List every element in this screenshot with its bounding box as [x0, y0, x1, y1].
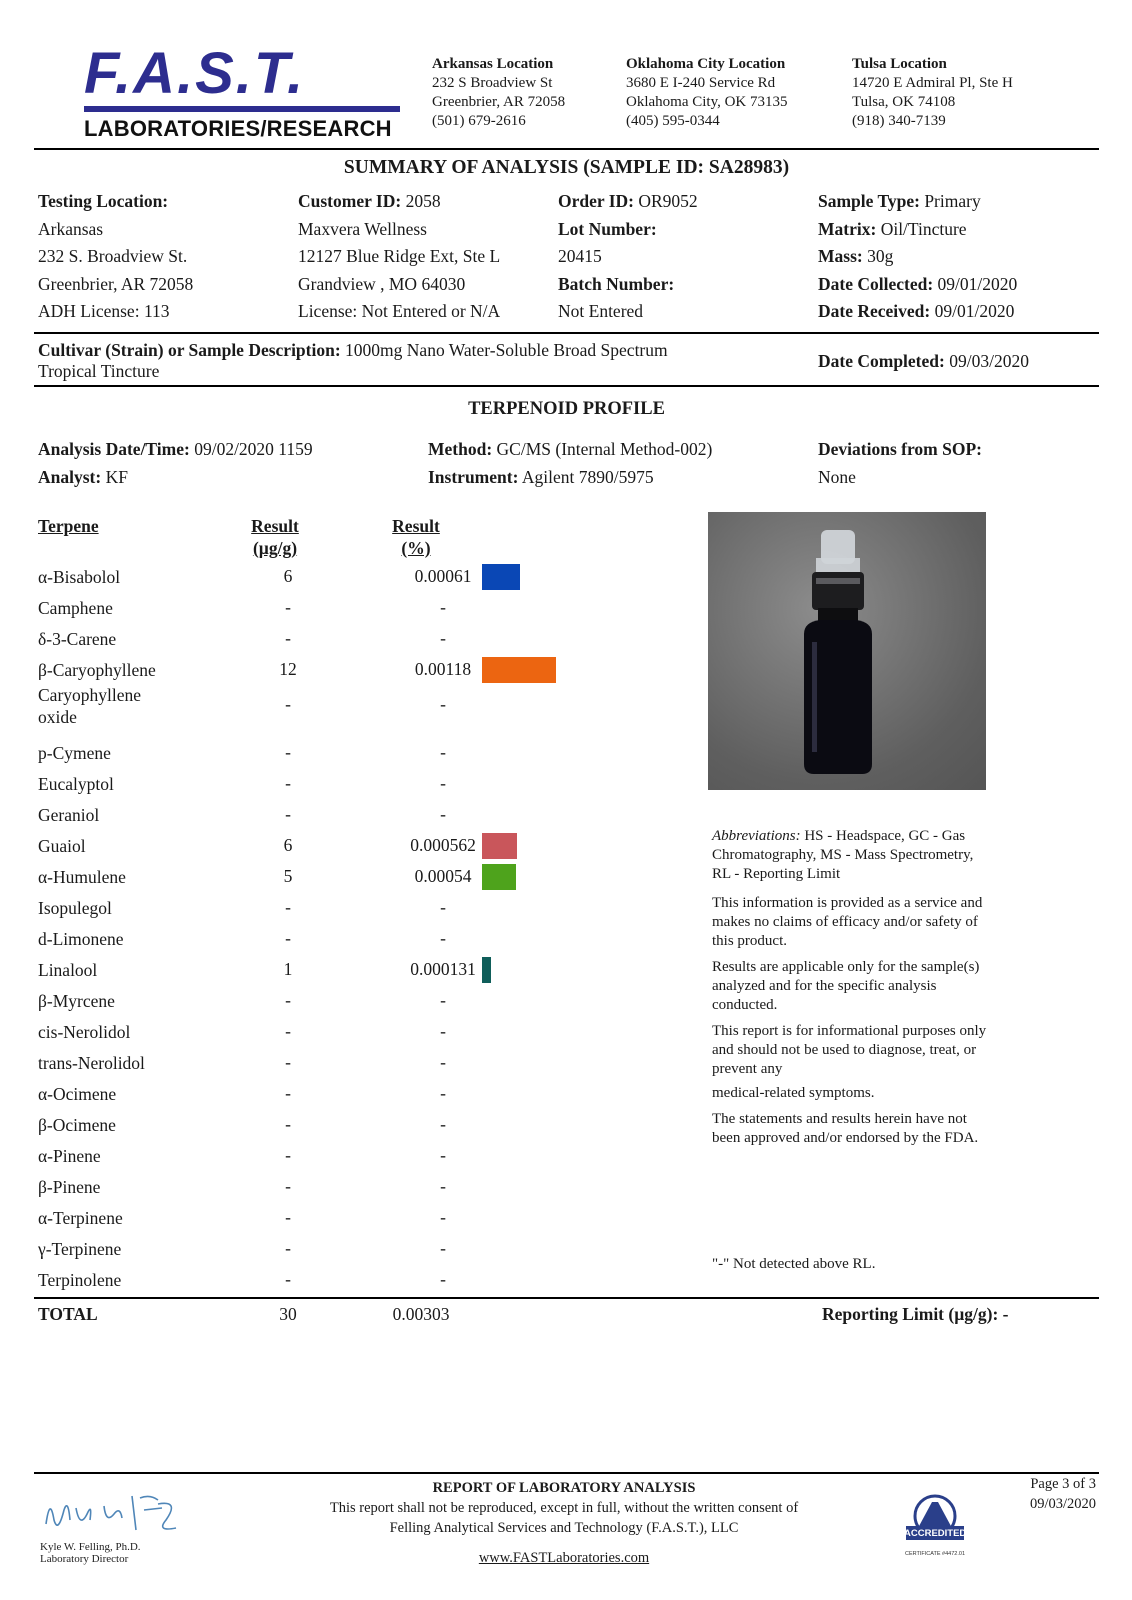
terpene-row [38, 1083, 598, 1113]
terpene-result-pct: 0.000131 [410, 959, 476, 979]
terpene-result-ug: 6 [283, 835, 293, 855]
col-result-pct-line1: Result [392, 516, 440, 536]
badge-certificate: CERTIFICATE #4472.01 [904, 1551, 966, 1557]
terpene-result-ug: - [285, 1052, 291, 1072]
customer-license: License: Not Entered or N/A [298, 301, 501, 321]
location-city: Greenbrier, AR 72058 [432, 94, 566, 110]
terpene-row [38, 1269, 598, 1299]
footer-title: REPORT OF LABORATORY ANALYSIS [432, 1480, 696, 1496]
location-title: Oklahoma City Location [626, 56, 786, 72]
matrix-label: Matrix: [818, 218, 877, 239]
method: GC/MS (Internal Method-002) [496, 439, 713, 459]
location-arkansas [432, 55, 565, 131]
terpene-name: p-Cymene [38, 743, 111, 763]
batch-number-label: Batch Number: [558, 273, 675, 294]
terpene-bar [482, 564, 520, 590]
disclaimer-applicability: Results are applicable only for the sample(s) analyzed and for the specific analysis conducted. [712, 959, 980, 1013]
date-completed-label: Date Completed: [818, 351, 945, 371]
location-address: 3680 E I-240 Service Rd [626, 75, 776, 91]
divider [34, 1297, 1099, 1299]
terpene-bar [482, 957, 491, 983]
reporting-limit: Reporting Limit (µg/g): - [822, 1304, 1009, 1324]
terpene-name: α-Terpinene [38, 1208, 123, 1228]
terpene-row [38, 897, 598, 927]
terpene-result-pct: - [440, 1083, 446, 1103]
deviations-label: Deviations from SOP: [818, 439, 982, 459]
location-phone: (405) 595-0344 [626, 113, 720, 129]
terpene-result-ug: - [285, 628, 291, 648]
location-city: Oklahoma City, OK 73135 [626, 94, 788, 110]
bottle-image [708, 512, 986, 790]
col-result-pct-header [378, 515, 454, 559]
terpene-result-pct: - [440, 928, 446, 948]
mass: 30g [867, 246, 894, 266]
cultivar-line1: 1000mg Nano Water-Soluble Broad Spectrum [345, 340, 668, 360]
col-result-ug-line1: Result [251, 516, 299, 536]
terpene-result-pct: - [440, 897, 446, 917]
terpene-row [38, 628, 598, 658]
disclaimer-efficacy: This information is provided as a service and makes no claims of efficacy and/or safety of this product. [712, 895, 983, 949]
terpene-row [38, 1207, 598, 1237]
terpene-name: α-Ocimene [38, 1084, 117, 1104]
method-label: Method: [428, 439, 493, 459]
method-block [428, 436, 712, 491]
customer-city: Grandview , MO 64030 [298, 273, 466, 294]
abbreviations-label: Abbreviations: [712, 828, 801, 844]
terpene-name: α-Humulene [38, 867, 126, 887]
disclaimer-symptoms: medical-related symptoms. [712, 1085, 875, 1101]
terpene-row [38, 1238, 598, 1268]
terpene-result-ug: - [285, 773, 291, 793]
footer-line1: This report shall not be reproduced, except in full, without the written consent of [329, 1500, 799, 1516]
terpene-result-ug: - [285, 804, 291, 824]
terpene-result-ug: 6 [283, 566, 293, 586]
terpene-result-pct: - [440, 804, 446, 824]
customer-block [298, 188, 500, 326]
terpene-row [38, 866, 598, 896]
cultivar-description [38, 340, 798, 382]
terpene-result-pct: 0.00061 [414, 566, 472, 586]
terpene-row [38, 1052, 598, 1082]
analyst: KF [105, 466, 128, 487]
terpene-name: α-Bisabolol [38, 567, 121, 587]
total-pct: 0.00303 [392, 1304, 450, 1324]
order-id-label: Order ID: [558, 191, 634, 211]
terpene-result-ug: - [285, 1114, 291, 1134]
analysis-datetime: 09/02/2020 1159 [194, 439, 313, 459]
date-completed-value: 09/03/2020 [949, 351, 1029, 371]
terpene-bar [482, 864, 516, 890]
terpene-row [38, 990, 598, 1020]
signature-image [40, 1490, 200, 1536]
terpene-result-pct: - [440, 1114, 446, 1134]
location-title: Tulsa Location [852, 56, 947, 72]
terpene-result-ug: - [285, 1145, 291, 1165]
terpene-name: β-Pinene [38, 1177, 101, 1197]
terpene-name: Linalool [38, 960, 98, 980]
terpene-row [38, 1176, 598, 1206]
accreditation-badge [898, 1492, 972, 1558]
terpene-result-ug: - [285, 897, 291, 917]
sample-block [818, 188, 1017, 326]
location-tulsa [852, 55, 1013, 131]
terpene-bar [482, 657, 556, 683]
terpene-bar [482, 833, 517, 859]
terpene-result-pct: - [440, 773, 446, 793]
divider [34, 385, 1099, 387]
summary-title: SUMMARY OF ANALYSIS (SAMPLE ID: SA28983) [343, 157, 790, 178]
terpene-result-pct: 0.00118 [414, 659, 472, 679]
analyst-label: Analyst: [38, 466, 102, 487]
terpene-name: d-Limonene [38, 929, 124, 949]
director-signature [40, 1490, 200, 1565]
terpene-name: Camphene [38, 598, 113, 618]
terpene-result-pct: - [440, 1145, 446, 1165]
logo-underline [84, 106, 400, 112]
terpene-result-pct: - [440, 1238, 446, 1258]
lot-number-label: Lot Number: [558, 218, 657, 239]
terpene-name: Eucalyptol [38, 774, 114, 794]
customer-name: Maxvera Wellness [298, 218, 427, 239]
website-link[interactable]: www.FASTLaboratories.com [478, 1550, 650, 1566]
testing-location-street: 232 S. Broadview St. [38, 246, 188, 266]
location-city: Tulsa, OK 74108 [852, 94, 956, 110]
terpene-result-ug: - [285, 1021, 291, 1041]
terpene-name: trans-Nerolidol [38, 1053, 145, 1073]
cultivar-label: Cultivar (Strain) or Sample Description: [38, 340, 341, 360]
analysis-block [38, 436, 313, 491]
location-phone: (501) 679-2616 [432, 113, 526, 129]
terpene-row [38, 1021, 598, 1051]
terpene-row [38, 773, 598, 803]
terpene-row [38, 684, 598, 727]
total-label: TOTAL [38, 1304, 98, 1324]
date-completed [818, 351, 1029, 372]
terpene-result-pct: - [440, 597, 446, 617]
col-result-ug-line2: (µg/g) [252, 538, 298, 558]
terpene-name: β-Myrcene [38, 991, 115, 1011]
terpene-result-ug: - [285, 597, 291, 617]
deviations-block [818, 436, 982, 491]
footer-line2: Felling Analytical Services and Technology (F.A.S.T.), LLC [389, 1520, 739, 1536]
terpene-row [38, 959, 598, 989]
terpene-result-pct: - [440, 694, 446, 714]
matrix: Oil/Tincture [880, 218, 967, 239]
terpene-name: Geraniol [38, 805, 100, 825]
logo-subtitle: LABORATORIES/RESEARCH [84, 116, 392, 141]
page-info [1010, 1474, 1096, 1514]
terpene-row [38, 804, 598, 834]
fast-logo [84, 41, 402, 142]
date-received: 09/01/2020 [934, 301, 1015, 321]
terpene-name: δ-3-Carene [38, 629, 117, 649]
terpene-result-pct: - [440, 1021, 446, 1041]
profile-title: TERPENOID PROFILE [468, 399, 665, 419]
terpene-name: Terpinolene [38, 1270, 122, 1290]
footer-center [300, 1478, 828, 1568]
location-address: 232 S Broadview St [432, 75, 553, 91]
not-detected-note: "-" Not detected above RL. [712, 1256, 876, 1272]
report-date: 09/03/2020 [1029, 1496, 1096, 1512]
customer-id: 2058 [405, 191, 441, 211]
location-oklahoma-city [626, 55, 788, 131]
terpene-result-pct: - [440, 1269, 446, 1289]
divider [34, 148, 1099, 150]
location-phone: (918) 340-7139 [852, 113, 946, 129]
terpene-result-ug: - [285, 1176, 291, 1196]
terpene-result-ug: - [285, 1207, 291, 1227]
terpene-result-ug: - [285, 928, 291, 948]
terpene-result-ug: - [285, 1238, 291, 1258]
signer-title: Laboratory Director [40, 1553, 129, 1565]
terpene-result-ug: - [285, 742, 291, 762]
date-collected-label: Date Collected: [818, 273, 934, 294]
testing-location-license: ADH License: 113 [38, 301, 170, 321]
terpene-name: β-Ocimene [38, 1115, 116, 1135]
order-id: OR9052 [638, 191, 698, 211]
testing-location-city: Greenbrier, AR 72058 [38, 273, 194, 294]
terpene-result-pct: - [440, 990, 446, 1010]
order-block [558, 188, 698, 326]
testing-location-name: Arkansas [38, 218, 104, 239]
terpene-name: Caryophyllene oxide [38, 685, 142, 727]
terpene-name: cis-Nerolidol [38, 1022, 131, 1042]
terpene-result-pct: 0.000562 [410, 835, 476, 855]
col-terpene-header: Terpene [38, 516, 99, 536]
terpene-row [38, 1145, 598, 1175]
logo-title: F.A.S.T. [84, 41, 306, 106]
page-number: Page 3 of 3 [1030, 1476, 1096, 1492]
footer-divider [34, 1472, 1099, 1474]
mass-label: Mass: [818, 246, 863, 266]
testing-location-block [38, 188, 193, 326]
testing-location-label: Testing Location: [38, 191, 169, 211]
analysis-datetime-label: Analysis Date/Time: [38, 439, 190, 459]
sample-photo [708, 512, 986, 790]
disclaimer-informational: This report is for informational purposes only and should not be used to diagnose, treat, or prevent any [712, 1023, 987, 1077]
cultivar-line2: Tropical Tincture [38, 361, 160, 381]
terpene-row [38, 928, 598, 958]
total-ug: 30 [279, 1304, 297, 1324]
date-collected: 09/01/2020 [937, 273, 1018, 294]
col-result-ug-header [236, 515, 314, 559]
customer-street: 12127 Blue Ridge Ext, Ste L [298, 246, 501, 266]
terpene-result-pct: - [440, 1176, 446, 1196]
sample-type-label: Sample Type: [818, 191, 920, 211]
location-address: 14720 E Admiral Pl, Ste H [852, 75, 1013, 91]
sample-type: Primary [924, 191, 981, 211]
customer-id-label: Customer ID: [298, 191, 402, 211]
terpene-row [38, 835, 598, 865]
terpene-result-ug: - [285, 1269, 291, 1289]
disclaimer-fda: The statements and results herein have not been approved and/or endorsed by the FDA. [712, 1111, 979, 1146]
instrument: Agilent 7890/5975 [521, 466, 654, 487]
terpene-row [38, 1114, 598, 1144]
terpene-result-ug: 1 [283, 959, 293, 979]
terpene-result-pct: - [440, 1207, 446, 1227]
terpene-name: Isopulegol [38, 898, 112, 918]
deviations: None [818, 466, 856, 487]
terpene-result-pct: 0.00054 [414, 866, 472, 886]
terpene-name: α-Pinene [38, 1146, 101, 1166]
terpene-name: β-Caryophyllene [38, 660, 156, 680]
terpene-row [38, 597, 598, 627]
terpene-result-pct: - [440, 628, 446, 648]
terpene-result-pct: - [440, 742, 446, 762]
abbreviations-text: HS - Headspace, GC - Gas Chromatography, MS - Mass Spectrometry, RL - Reporting Limit [712, 828, 974, 882]
terpene-name: Guaiol [38, 836, 86, 856]
terpene-row [38, 742, 598, 772]
signer-name: Kyle W. Felling, Ph.D. [40, 1541, 141, 1553]
divider [34, 332, 1099, 334]
terpene-result-pct: - [440, 1052, 446, 1072]
terpene-row [38, 566, 598, 596]
instrument-label: Instrument: [428, 466, 519, 487]
batch-number: Not Entered [558, 301, 644, 321]
terpene-result-ug: - [285, 990, 291, 1010]
terpene-result-ug: 12 [279, 659, 297, 679]
terpene-result-ug: - [285, 1083, 291, 1103]
terpene-result-ug: - [285, 694, 291, 714]
abbreviations-note [712, 827, 992, 884]
location-title: Arkansas Location [432, 56, 554, 72]
lot-number: 20415 [558, 246, 602, 266]
terpene-name: γ-Terpinene [38, 1239, 122, 1259]
date-received-label: Date Received: [818, 301, 931, 321]
col-result-pct-line2: (%) [401, 538, 431, 558]
terpene-result-ug: 5 [283, 866, 293, 886]
badge-text: ACCREDITED [904, 1528, 967, 1539]
